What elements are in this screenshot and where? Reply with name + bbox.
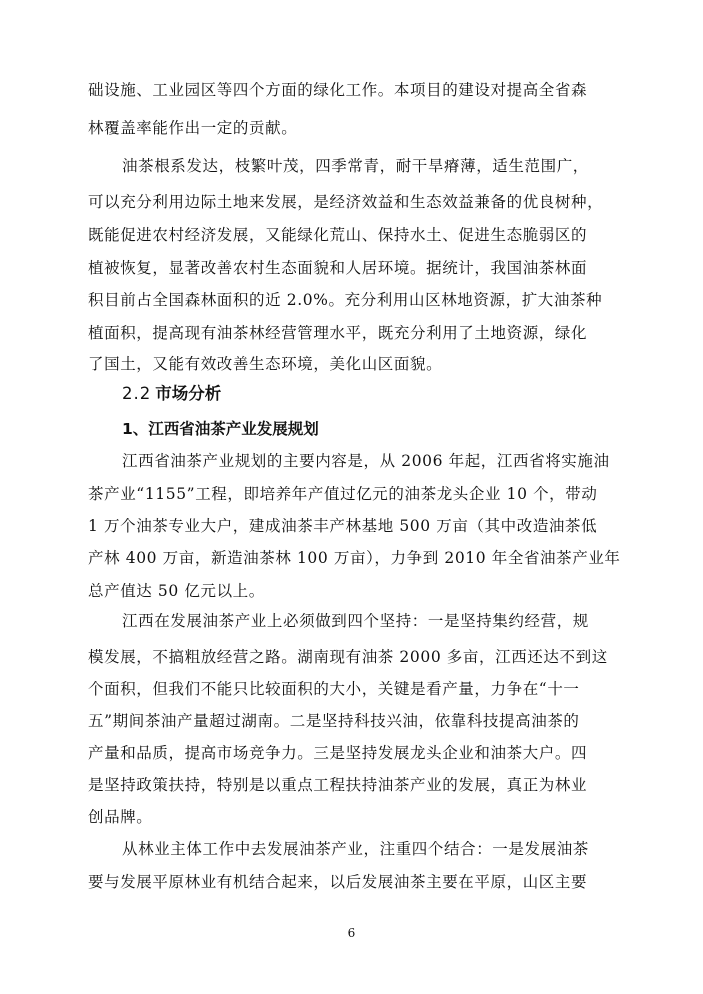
section-heading: [122, 380, 221, 404]
text-line: 产林 400 万亩，新造油茶林 100 万亩），力争到 2010 年全省油茶产业年: [88, 549, 621, 567]
text-line: 础设施、工业园区等四个方面的绿化工作。本项目的建设对提高全省森: [88, 81, 588, 99]
paragraph-first-line: 江西在发展油茶产业上必须做到四个坚持：一是坚持集约经营，规: [122, 612, 589, 630]
section-number: 2.2: [122, 384, 152, 403]
text-line: 五”期间茶油产量超过湖南。二是坚持科技兴油，依靠科技提高油茶的: [88, 712, 580, 730]
text-line: 了国土，又能有效改善生态环境，美化山区面貌。: [88, 355, 443, 373]
section-title: 市场分析: [155, 384, 222, 403]
text-line: 积目前占全国森林面积的近 2.0%。充分利用山区林地资源，扩大油茶种: [88, 291, 603, 309]
text-line: 产量和品质，提高市场竞争力。三是坚持发展龙头企业和油茶大户。四: [88, 744, 588, 762]
text-line: 可以充分利用边际土地来发展，是经济效益和生态效益兼备的优良树种，: [88, 193, 604, 211]
text-line: 个面积，但我们不能只比较面积的大小，关键是看产量，力争在“十一: [88, 680, 580, 698]
text-line: 1 万个油茶专业大户，建成油茶丰产林基地 500 万亩（其中改造油茶低: [88, 517, 598, 535]
text-line: 茶产业“1155”工程，即培养年产值过亿元的油茶龙头企业 10 个，带动: [88, 485, 598, 503]
paragraph-first-line: 从林业主体工作中去发展油茶产业，注重四个结合：一是发展油茶: [122, 840, 589, 858]
text-line: 林覆盖率能作出一定的贡献。: [88, 119, 298, 137]
text-line: 创品牌。: [88, 808, 153, 826]
text-line: 要与发展平原林业有机结合起来，以后发展油茶主要在平原，山区主要: [88, 873, 588, 891]
text-line: 植被恢复，显著改善农村生态面貌和人居环境。据统计，我国油茶林面: [88, 259, 588, 277]
page-number: 6: [347, 926, 356, 940]
subsection-heading: 1、江西省油茶产业发展规划: [122, 420, 319, 438]
paragraph-first-line: 江西省油茶产业规划的主要内容是，从 2006 年起，江西省将实施油: [122, 452, 610, 470]
text-line: 总产值达 50 亿元以上。: [88, 582, 265, 600]
text-line: 是坚持政策扶持，特别是以重点工程扶持油茶产业的发展，真正为林业: [88, 776, 588, 794]
paragraph-first-line: 油茶根系发达，枝繁叶茂，四季常青，耐干旱瘠薄，适生范围广，: [122, 157, 589, 175]
text-line: 植面积，提高现有油茶林经营管理水平，既充分利用了土地资源，绿化: [88, 324, 588, 342]
text-line: 模发展，不搞粗放经营之路。湖南现有油茶 2000 多亩，江西还达不到这: [88, 648, 608, 666]
text-line: 既能促进农村经济发展，又能绿化荒山、保持水土、促进生态脆弱区的: [88, 226, 588, 244]
